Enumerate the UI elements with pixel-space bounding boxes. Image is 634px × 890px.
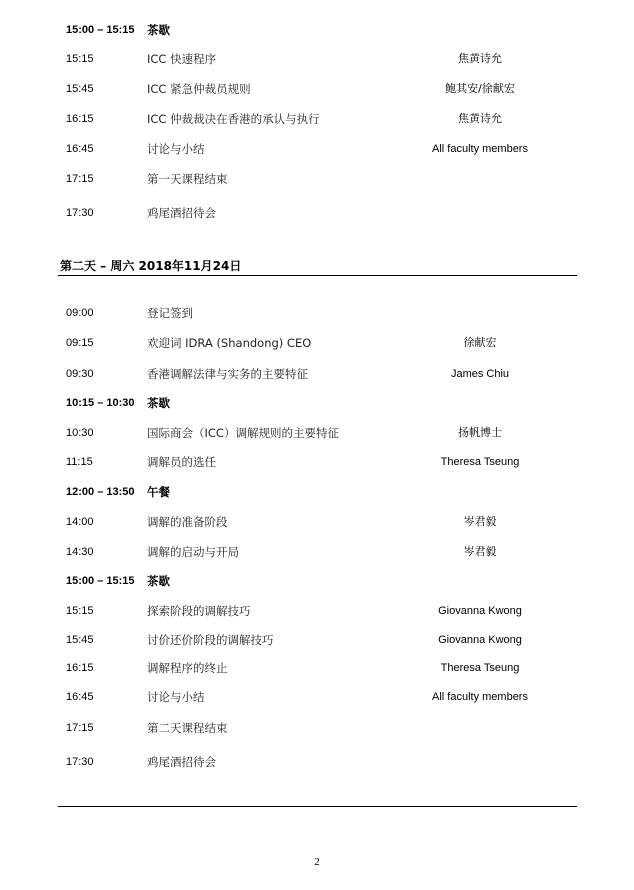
session-time: 11:15	[66, 456, 93, 468]
session-title: 香港调解法律与实务的主要特征	[147, 367, 308, 381]
session-time: 15:00 – 15:15	[66, 575, 135, 587]
heading-divider	[58, 275, 577, 276]
schedule-row	[0, 22, 634, 38]
session-speaker: Theresa Tseung	[440, 456, 520, 468]
session-time: 16:45	[66, 143, 94, 155]
schedule-row	[0, 141, 634, 157]
session-time: 17:15	[66, 173, 94, 185]
session-title: 讨论与小结	[147, 690, 205, 704]
session-speaker: Giovanna Kwong	[438, 634, 522, 646]
session-time: 15:15	[66, 605, 94, 617]
session-title: 第二天课程结束	[147, 721, 228, 735]
session-title: 茶歇	[147, 23, 170, 37]
session-speaker: 焦黄诗允	[458, 52, 502, 65]
session-time: 10:30	[66, 427, 94, 439]
schedule-row	[0, 366, 634, 382]
session-speaker: All faculty members	[432, 691, 528, 703]
session-title: 登记签到	[147, 306, 193, 320]
session-title: 探索阶段的调解技巧	[147, 604, 251, 618]
session-speaker: 焦黄诗允	[458, 112, 502, 125]
schedule-row	[0, 335, 634, 351]
session-title: ICC 快速程序	[147, 52, 217, 66]
session-speaker: 鲍其安/徐献宏	[445, 82, 515, 95]
schedule-row	[0, 111, 634, 127]
schedule-row	[0, 754, 634, 770]
session-title: 讨价还价阶段的调解技巧	[147, 633, 274, 647]
session-time: 16:45	[66, 691, 94, 703]
schedule-row	[0, 573, 634, 589]
session-speaker: James Chiu	[450, 368, 510, 380]
day2-heading: 第二天 – 周六 2018年11月24日	[60, 259, 242, 273]
session-title: 鸡尾酒招待会	[147, 755, 216, 769]
session-title: 茶歇	[147, 574, 170, 588]
session-time: 09:15	[66, 337, 94, 349]
session-title: 调解的启动与开局	[147, 545, 239, 559]
session-title: 第一天课程结束	[147, 172, 228, 186]
session-time: 17:30	[66, 756, 94, 768]
schedule-row	[0, 305, 634, 321]
session-speaker: All faculty members	[432, 143, 528, 155]
session-title: 鸡尾酒招待会	[147, 206, 216, 220]
schedule-row	[0, 544, 634, 560]
session-title: 调解员的选任	[147, 455, 216, 469]
session-title: 调解程序的终止	[147, 661, 228, 675]
schedule-row	[0, 632, 634, 648]
schedule-row	[0, 205, 634, 221]
schedule-row	[0, 454, 634, 470]
session-speaker: 岑君毅	[463, 545, 497, 558]
session-time: 15:00 – 15:15	[66, 24, 135, 36]
session-title: ICC 仲裁裁决在香港的承认与执行	[147, 112, 320, 126]
schedule-row	[0, 395, 634, 411]
session-time: 15:45	[66, 634, 94, 646]
session-speaker: 徐献宏	[463, 336, 497, 349]
schedule-row	[0, 660, 634, 676]
page-number: 2	[314, 856, 320, 868]
session-title: 欢迎词 IDRA (Shandong) CEO	[147, 336, 312, 350]
session-title: 讨论与小结	[147, 142, 205, 156]
schedule-row	[0, 514, 634, 530]
session-time: 17:15	[66, 722, 94, 734]
schedule-row	[0, 720, 634, 736]
bottom-divider	[58, 806, 577, 807]
schedule-row	[0, 689, 634, 705]
schedule-row	[0, 81, 634, 97]
session-title: 调解的准备阶段	[147, 515, 228, 529]
schedule-row	[0, 484, 634, 500]
session-title: 国际商会（ICC）调解规则的主要特征	[147, 426, 339, 440]
session-title: ICC 紧急仲裁员规则	[147, 82, 251, 96]
session-time: 09:30	[66, 368, 94, 380]
session-title: 午餐	[147, 485, 170, 499]
session-time: 09:00	[66, 307, 94, 319]
schedule-row	[0, 603, 634, 619]
session-title: 茶歇	[147, 396, 170, 410]
session-time: 12:00 – 13:50	[66, 486, 135, 498]
schedule-row	[0, 51, 634, 67]
session-speaker: 扬帆博士	[458, 426, 502, 439]
session-speaker: Theresa Tseung	[440, 662, 520, 674]
session-time: 14:00	[66, 516, 94, 528]
session-time: 17:30	[66, 207, 94, 219]
session-speaker: 岑君毅	[463, 515, 497, 528]
session-time: 16:15	[66, 113, 94, 125]
session-time: 10:15 – 10:30	[66, 397, 135, 409]
session-speaker: Giovanna Kwong	[438, 605, 522, 617]
session-time: 15:45	[66, 83, 94, 95]
session-time: 15:15	[66, 53, 94, 65]
session-time: 16:15	[66, 662, 94, 674]
schedule-row	[0, 425, 634, 441]
schedule-row	[0, 171, 634, 187]
session-time: 14:30	[66, 546, 94, 558]
